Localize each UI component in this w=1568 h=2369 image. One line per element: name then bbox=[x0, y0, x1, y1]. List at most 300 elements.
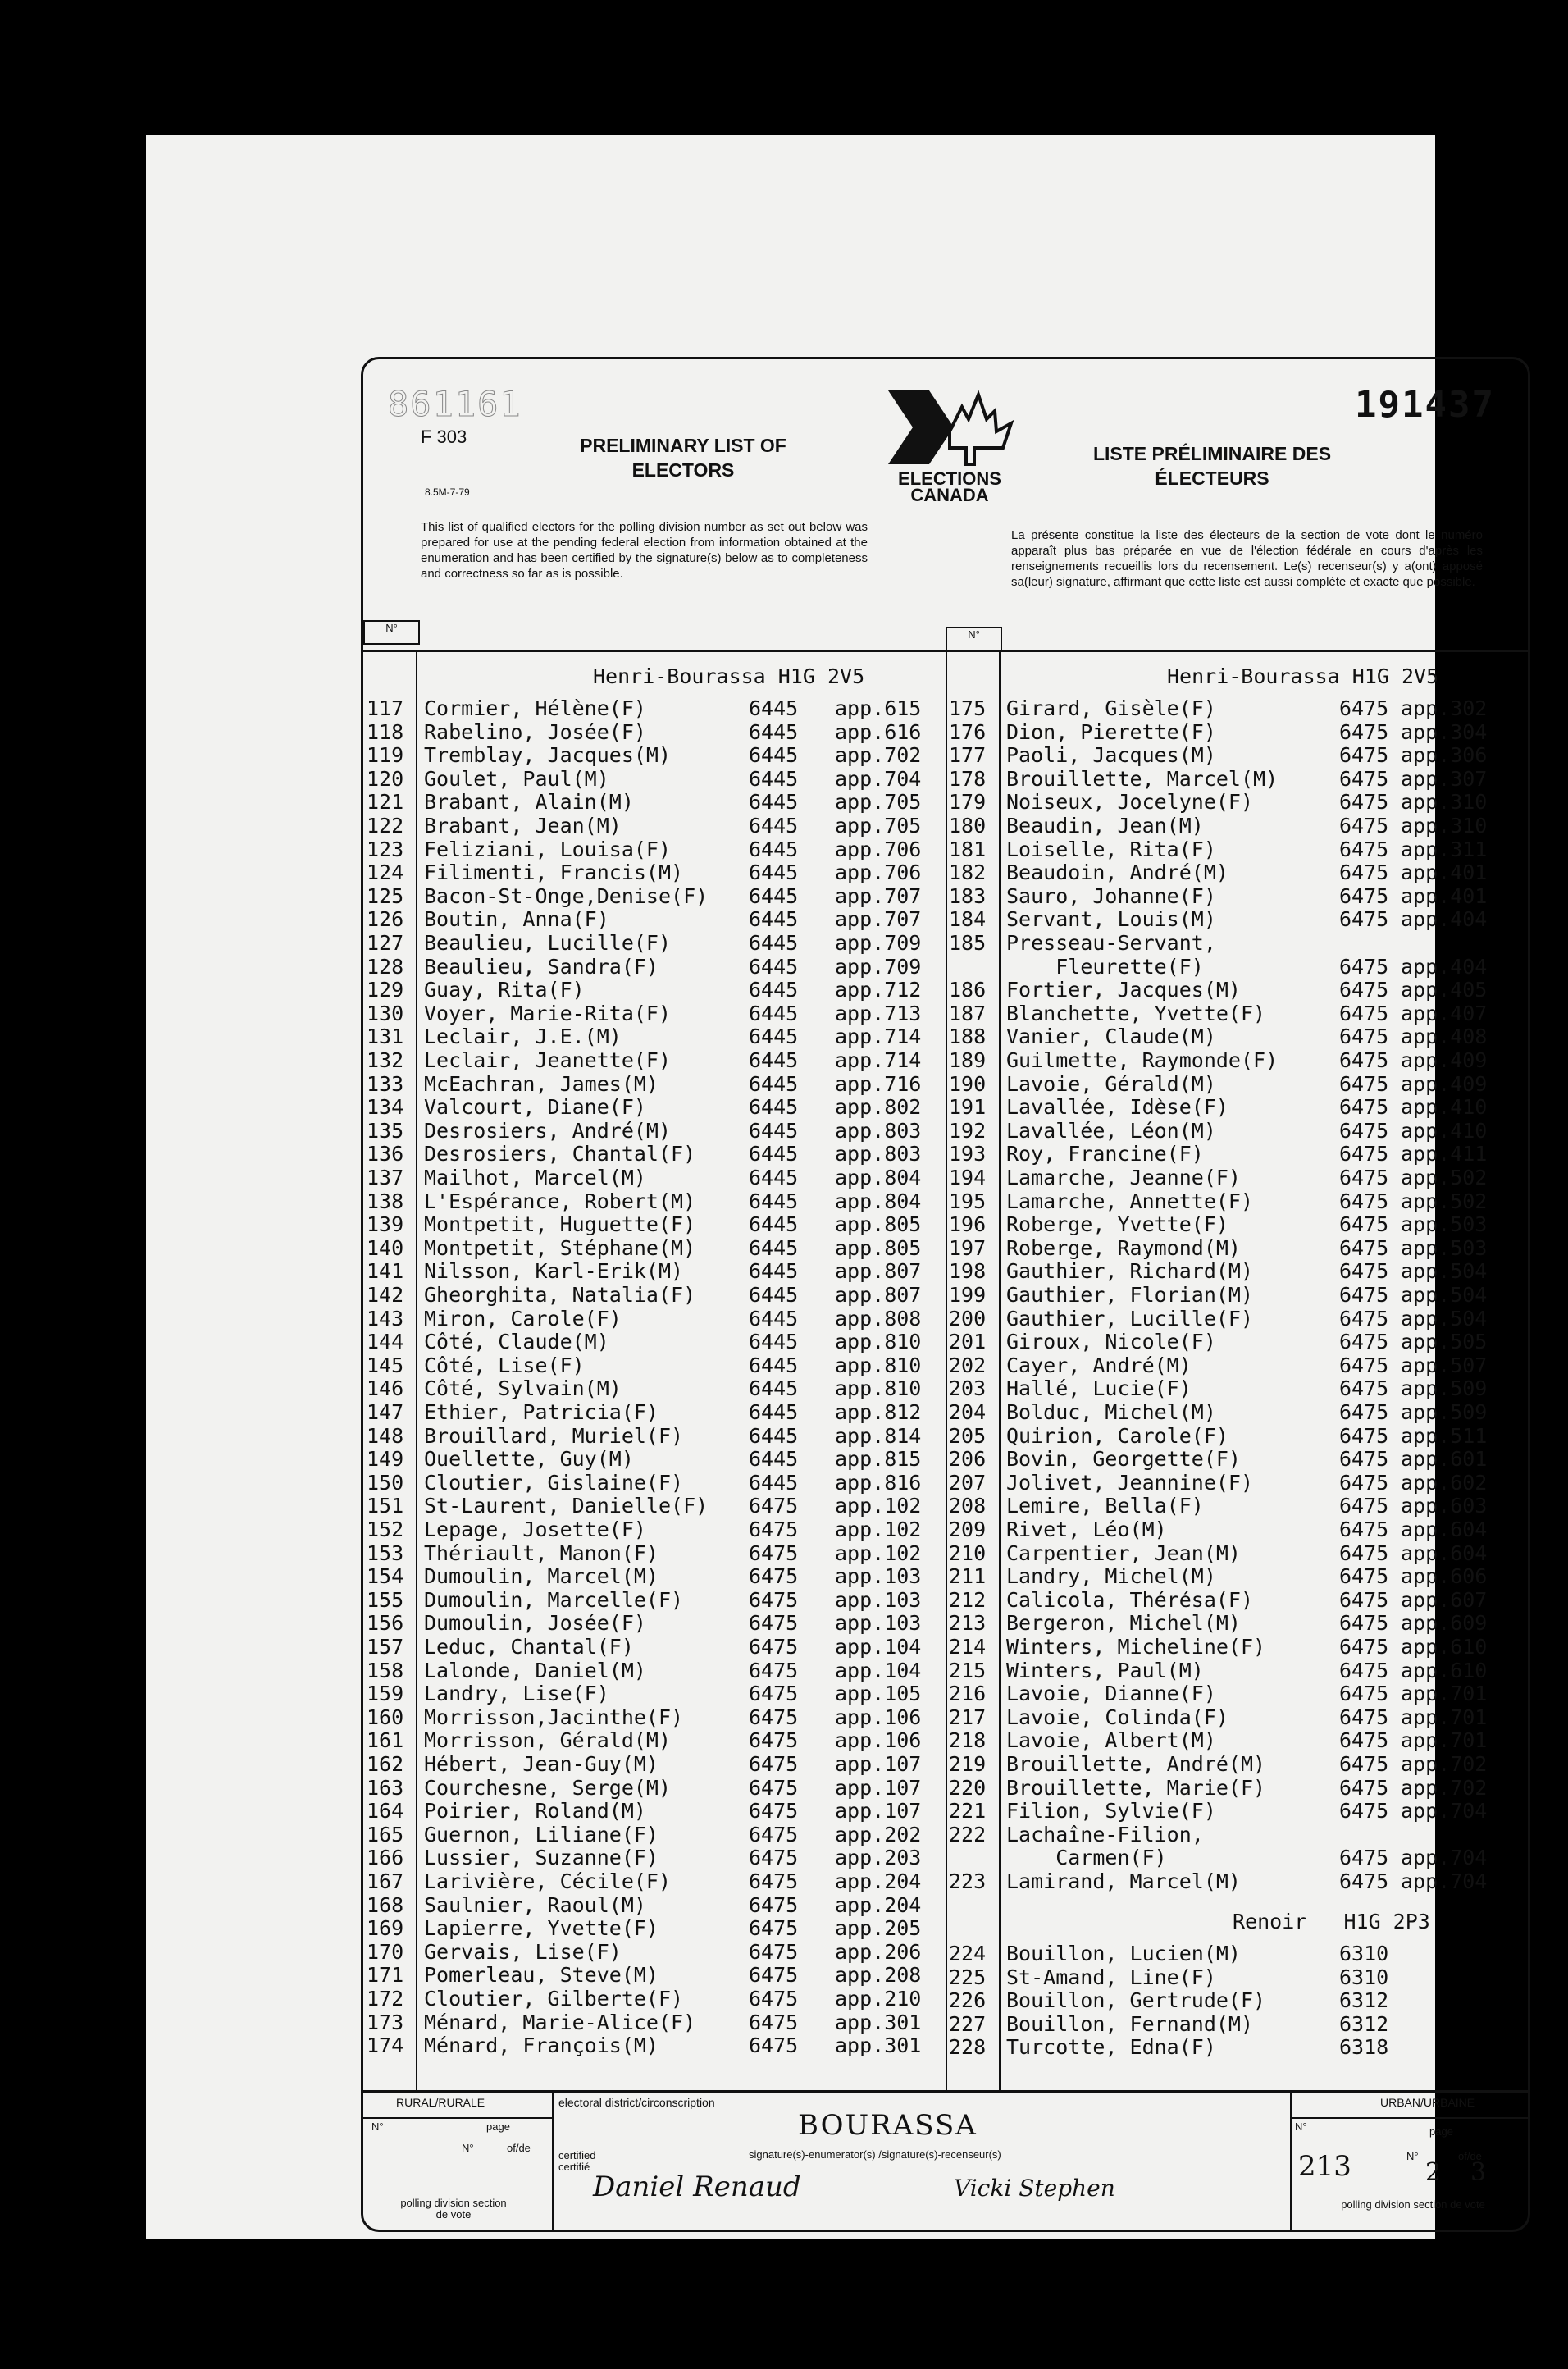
elector-street-number: 6445 bbox=[749, 1423, 799, 1448]
elector-apartment: app.106 bbox=[835, 1705, 922, 1729]
elector-apartment: app.307 bbox=[1401, 766, 1488, 791]
elector-street-number: 6475 bbox=[749, 2034, 799, 2058]
elector-number: 129 bbox=[367, 978, 404, 1002]
elector-number: 189 bbox=[949, 1048, 987, 1072]
elector-number: 123 bbox=[367, 837, 404, 861]
elector-apartment: app.407 bbox=[1401, 1001, 1488, 1025]
elector-number: 200 bbox=[949, 1306, 987, 1331]
elector-number: 119 bbox=[367, 743, 404, 768]
elector-name: Saulnier, Raoul(M) bbox=[424, 1892, 646, 1917]
elector-number: 185 bbox=[949, 931, 987, 955]
elector-apartment: app.104 bbox=[835, 1635, 922, 1659]
elector-name: Brouillette, Marcel(M) bbox=[1006, 766, 1279, 791]
elector-street-number: 6310 bbox=[1339, 1942, 1389, 1965]
elector-number: 165 bbox=[367, 1822, 404, 1846]
elector-name: St-Amand, Line(F) bbox=[1006, 1965, 1216, 1989]
elector-number: 161 bbox=[367, 1728, 404, 1753]
elector-number: 127 bbox=[367, 931, 404, 955]
elector-name: Nilsson, Karl-Erik(M) bbox=[424, 1259, 684, 1284]
elector-apartment: app.410 bbox=[1401, 1118, 1488, 1143]
urban-polling-label: polling division section de vote bbox=[1341, 2198, 1485, 2211]
elector-name: Rivet, Léo(M) bbox=[1006, 1518, 1167, 1541]
elector-street-number: 6475 bbox=[1339, 837, 1389, 861]
elector-name: Lavoie, Dianne(F) bbox=[1006, 1682, 1216, 1706]
elector-number: 138 bbox=[367, 1189, 404, 1213]
elector-name: Roberge, Yvette(F) bbox=[1006, 1212, 1228, 1237]
enumerator-signature-1: Daniel Renaud bbox=[593, 2170, 801, 2203]
elector-number: 126 bbox=[367, 907, 404, 932]
elector-street-number: 6445 bbox=[749, 978, 799, 1002]
elector-name: Beaulieu, Lucille(F) bbox=[424, 931, 672, 955]
elector-name: Ethier, Patricia(F) bbox=[424, 1400, 659, 1424]
elector-apartment: app.310 bbox=[1401, 790, 1488, 815]
elector-apartment: app.102 bbox=[835, 1541, 922, 1565]
elector-apartment: app.610 bbox=[1401, 1635, 1488, 1659]
elector-apartment: app.311 bbox=[1401, 837, 1488, 861]
elector-street-number: 6475 bbox=[1339, 1353, 1389, 1377]
electors-list bbox=[363, 655, 1528, 2090]
elector-street-number: 6475 bbox=[1339, 1025, 1389, 1049]
elector-street-number: 6475 bbox=[1339, 1470, 1389, 1495]
elector-apartment: app.306 bbox=[1401, 743, 1488, 768]
elector-number: 226 bbox=[949, 1988, 987, 2013]
elector-name: Lepage, Josette(F) bbox=[424, 1518, 646, 1541]
elector-apartment: app.706 bbox=[835, 860, 922, 885]
elector-name: Hallé, Lucie(F) bbox=[1006, 1376, 1192, 1401]
elector-number: 191 bbox=[949, 1095, 987, 1120]
elector-number: 186 bbox=[949, 978, 987, 1002]
elector-apartment: app.603 bbox=[1401, 1494, 1488, 1518]
elector-apartment: app.106 bbox=[835, 1728, 922, 1753]
elector-name: Valcourt, Diane(F) bbox=[424, 1095, 646, 1120]
elector-name: Boutin, Anna(F) bbox=[424, 907, 609, 932]
elector-street-number: 6475 bbox=[1339, 1142, 1389, 1166]
elector-name: Brouillette, Marie(F) bbox=[1006, 1775, 1266, 1800]
elector-name: Mailhot, Marcel(M) bbox=[424, 1166, 646, 1189]
elector-street-number: 6475 bbox=[1339, 743, 1389, 768]
elector-street-number: 6475 bbox=[1339, 1001, 1389, 1025]
elector-name: Winters, Paul(M) bbox=[1006, 1658, 1204, 1682]
elector-apartment: app.807 bbox=[835, 1259, 922, 1284]
elector-street-number: 6475 bbox=[1339, 1518, 1389, 1541]
elector-number: 181 bbox=[949, 837, 987, 861]
urban-page-total: 3 bbox=[1470, 2158, 1487, 2187]
elector-name: Côté, Lise(F) bbox=[424, 1353, 585, 1377]
elector-apartment: app.502 bbox=[1401, 1166, 1488, 1189]
elector-street-number: 6475 bbox=[1339, 1564, 1389, 1589]
elector-name: Fortier, Jacques(M) bbox=[1006, 978, 1241, 1002]
elector-name: Bouillon, Fernand(M) bbox=[1006, 2011, 1254, 2036]
elector-name: Filion, Sylvie(F) bbox=[1006, 1799, 1216, 1824]
elector-name: Gervais, Lise(F) bbox=[424, 1939, 622, 1964]
elector-street-number: 6475 bbox=[1339, 978, 1389, 1002]
elector-name: Lavoie, Gérald(M) bbox=[1006, 1071, 1216, 1096]
elector-number: 187 bbox=[949, 1001, 987, 1025]
elector-name: Roy, Francine(F) bbox=[1006, 1142, 1204, 1166]
elector-number: 220 bbox=[949, 1775, 987, 1800]
rural-page-label: page bbox=[486, 2120, 510, 2133]
elector-name: Lavallée, Léon(M) bbox=[1006, 1118, 1216, 1143]
elector-street-number: 6312 bbox=[1339, 1988, 1389, 2013]
elector-apartment: app.812 bbox=[835, 1400, 922, 1424]
elector-name: Feliziani, Louisa(F) bbox=[424, 837, 672, 861]
elector-name: Lussier, Suzanne(F) bbox=[424, 1846, 659, 1870]
rural-label: RURAL/RURALE bbox=[396, 2096, 485, 2109]
elector-apartment: app.206 bbox=[835, 1939, 922, 1964]
elector-number: 121 bbox=[367, 790, 404, 815]
elector-apartment: app.803 bbox=[835, 1142, 922, 1166]
elector-number: 184 bbox=[949, 907, 987, 932]
elector-name: Bergeron, Michel(M) bbox=[1006, 1611, 1241, 1636]
elector-number: 199 bbox=[949, 1283, 987, 1307]
elector-apartment: app.310 bbox=[1401, 814, 1488, 838]
elector-number: 144 bbox=[367, 1330, 404, 1354]
elector-name: Cloutier, Gilberte(F) bbox=[424, 1987, 684, 2011]
elector-apartment: app.504 bbox=[1401, 1283, 1488, 1307]
elector-number: 194 bbox=[949, 1166, 987, 1189]
elector-apartment: app.409 bbox=[1401, 1048, 1488, 1072]
elector-apartment: app.714 bbox=[835, 1025, 922, 1049]
elector-apartment: app.202 bbox=[835, 1822, 922, 1846]
elector-name: Giroux, Nicole(F) bbox=[1006, 1330, 1216, 1354]
urban-row-line bbox=[1290, 2117, 1528, 2119]
elector-apartment: app.814 bbox=[835, 1423, 922, 1448]
elector-name: Dumoulin, Josée(F) bbox=[424, 1611, 646, 1636]
elector-apartment: app.606 bbox=[1401, 1564, 1488, 1589]
elector-street-number: 6475 bbox=[749, 1541, 799, 1565]
elector-number: 215 bbox=[949, 1658, 987, 1682]
elector-apartment: app.805 bbox=[835, 1212, 922, 1237]
elector-number: 176 bbox=[949, 719, 987, 744]
elector-street-number: 6475 bbox=[749, 1752, 799, 1776]
elector-street-number: 6475 bbox=[749, 1494, 799, 1518]
elector-street-number: 6475 bbox=[1339, 1447, 1389, 1472]
elector-street-number: 6475 bbox=[1339, 1095, 1389, 1120]
elector-number: 164 bbox=[367, 1799, 404, 1824]
elector-name: Thériault, Manon(F) bbox=[424, 1541, 659, 1565]
elector-street-number: 6475 bbox=[749, 1846, 799, 1870]
elector-street-number: 6445 bbox=[749, 790, 799, 815]
elector-number: 202 bbox=[949, 1353, 987, 1377]
elector-street-number: 6475 bbox=[749, 1635, 799, 1659]
elector-apartment: app.705 bbox=[835, 814, 922, 838]
elector-number: 160 bbox=[367, 1705, 404, 1729]
urban-of-label: of/de bbox=[1458, 2150, 1482, 2162]
elector-street-number: 6445 bbox=[749, 1235, 799, 1260]
elector-name: Leclair, Jeanette(F) bbox=[424, 1048, 672, 1072]
elector-number: 157 bbox=[367, 1635, 404, 1659]
elector-apartment: app.704 bbox=[835, 766, 922, 791]
elector-name: Rabelino, Josée(F) bbox=[424, 719, 646, 744]
elector-name: Voyer, Marie-Rita(F) bbox=[424, 1001, 672, 1025]
elector-street-number: 6475 bbox=[1339, 1635, 1389, 1659]
elector-name: Beaudoin, André(M) bbox=[1006, 860, 1228, 885]
elector-name: Dumoulin, Marcel(M) bbox=[424, 1564, 659, 1589]
elector-apartment: app.302 bbox=[1401, 696, 1488, 720]
right-section-heading: Henri-Bourassa H1G 2V5 bbox=[1167, 664, 1439, 688]
elector-number: 169 bbox=[367, 1916, 404, 1941]
elector-apartment: app.505 bbox=[1401, 1330, 1488, 1354]
elector-street-number: 6445 bbox=[749, 1470, 799, 1495]
elector-number: 163 bbox=[367, 1775, 404, 1800]
elector-street-number: 6475 bbox=[749, 1963, 799, 1988]
elector-apartment: app.304 bbox=[1401, 719, 1488, 744]
intro-english: This list of qualified electors for the polling division number as set out below was prepared for use at the pending federal election from information obtained at the enumeration and has been certified by the signature(s) below as to completeness and correctness so far as is possible. bbox=[421, 520, 868, 581]
elector-apartment: app.610 bbox=[1401, 1658, 1488, 1682]
elector-apartment: app.704 bbox=[1401, 1846, 1488, 1870]
elector-name: Dumoulin, Marcelle(F) bbox=[424, 1587, 684, 1612]
elector-number: 132 bbox=[367, 1048, 404, 1072]
elector-number: 124 bbox=[367, 860, 404, 885]
elector-number: 208 bbox=[949, 1494, 987, 1518]
elector-apartment: app.616 bbox=[835, 719, 922, 744]
elector-street-number: 6445 bbox=[749, 1025, 799, 1049]
elector-name: Presseau-Servant, bbox=[1006, 931, 1216, 955]
elector-street-number: 6475 bbox=[1339, 814, 1389, 838]
elector-name: Lemire, Bella(F) bbox=[1006, 1494, 1204, 1518]
elector-apartment: app.104 bbox=[835, 1658, 922, 1682]
elector-apartment: app.401 bbox=[1401, 883, 1488, 908]
elector-apartment: app.808 bbox=[835, 1306, 922, 1331]
elector-name: McEachran, James(M) bbox=[424, 1071, 659, 1096]
serial-number: 191437 bbox=[1355, 384, 1495, 426]
elector-name: Bouillon, Lucien(M) bbox=[1006, 1942, 1241, 1965]
elector-name: Guernon, Liliane(F) bbox=[424, 1822, 659, 1846]
elector-name: Brouillette, André(M) bbox=[1006, 1752, 1266, 1776]
elector-name: Blanchette, Yvette(F) bbox=[1006, 1001, 1266, 1025]
elector-apartment: app.804 bbox=[835, 1166, 922, 1189]
elector-number: 198 bbox=[949, 1259, 987, 1284]
elector-number: 209 bbox=[949, 1518, 987, 1541]
elector-street-number: 6445 bbox=[749, 719, 799, 744]
elector-apartment: app.203 bbox=[835, 1846, 922, 1870]
elector-street-number: 6445 bbox=[749, 883, 799, 908]
elector-number: 192 bbox=[949, 1118, 987, 1143]
elector-number: 190 bbox=[949, 1071, 987, 1096]
elector-name: Lavallée, Idèse(F) bbox=[1006, 1095, 1228, 1120]
elector-name: Lamarche, Jeanne(F) bbox=[1006, 1166, 1241, 1189]
elector-number: 217 bbox=[949, 1705, 987, 1729]
elector-apartment: app.705 bbox=[835, 790, 922, 815]
elector-number: 221 bbox=[949, 1799, 987, 1824]
elector-street-number: 6475 bbox=[1339, 907, 1389, 932]
elector-apartment: app.803 bbox=[835, 1118, 922, 1143]
elector-street-number: 6475 bbox=[749, 1987, 799, 2011]
elector-apartment: app.701 bbox=[1401, 1682, 1488, 1706]
elector-apartment: app.702 bbox=[1401, 1775, 1488, 1800]
elector-name: Winters, Micheline(F) bbox=[1006, 1635, 1266, 1659]
elector-name: Loiselle, Rita(F) bbox=[1006, 837, 1216, 861]
elector-number: 125 bbox=[367, 883, 404, 908]
elector-street-number: 6475 bbox=[1339, 1071, 1389, 1096]
elector-name: Girard, Gisèle(F) bbox=[1006, 696, 1216, 720]
elector-name: St-Laurent, Danielle(F) bbox=[424, 1494, 709, 1518]
elector-number: 120 bbox=[367, 766, 404, 791]
elector-street-number: 6445 bbox=[749, 1283, 799, 1307]
district-value: BOURASSA bbox=[798, 2109, 978, 2142]
elector-name: Lalonde, Daniel(M) bbox=[424, 1658, 646, 1682]
elector-apartment: app.409 bbox=[1401, 1071, 1488, 1096]
elector-apartment: app.604 bbox=[1401, 1518, 1488, 1541]
elector-street-number: 6475 bbox=[1339, 1259, 1389, 1284]
elector-street-number: 6318 bbox=[1339, 2035, 1389, 2060]
elector-apartment: app.709 bbox=[835, 931, 922, 955]
elector-number: 131 bbox=[367, 1025, 404, 1049]
elector-apartment: app.503 bbox=[1401, 1212, 1488, 1237]
elector-number: 122 bbox=[367, 814, 404, 838]
elector-name: Lavoie, Albert(M) bbox=[1006, 1728, 1216, 1753]
elector-street-number: 6445 bbox=[749, 766, 799, 791]
elector-number: 130 bbox=[367, 1001, 404, 1025]
elector-name: Filimenti, Francis(M) bbox=[424, 860, 684, 885]
intro-french: La présente constitue la liste des électeurs de la section de vote dont le numéro apparaît plus bas préparée en vue de l'élection fédérale en cours d'après les renseignements recueillis lors du recensement. Le(s) recenseur(s) y a(ont) apposé sa(leur) signature, affirmant que cette liste est aussi complète et exacte que possible. bbox=[1011, 528, 1483, 589]
elector-apartment: app.807 bbox=[835, 1283, 922, 1307]
elector-number: 205 bbox=[949, 1423, 987, 1448]
elector-street-number: 6475 bbox=[1339, 1611, 1389, 1636]
elector-street-number: 6475 bbox=[1339, 1682, 1389, 1706]
urban-label: URBAN/URBAINE bbox=[1380, 2096, 1475, 2109]
footer-divider-left bbox=[552, 2093, 554, 2230]
elector-number: 193 bbox=[949, 1142, 987, 1166]
elector-street-number: 6475 bbox=[1339, 1705, 1389, 1729]
elector-name: Sauro, Johanne(F) bbox=[1006, 883, 1216, 908]
elector-number: 149 bbox=[367, 1447, 404, 1472]
elector-street-number: 6475 bbox=[1339, 1376, 1389, 1401]
elector-apartment: app.105 bbox=[835, 1682, 922, 1706]
elector-street-number: 6445 bbox=[749, 954, 799, 979]
elector-street-number: 6445 bbox=[749, 1048, 799, 1072]
elector-street-number: 6475 bbox=[1339, 1118, 1389, 1143]
elector-number: 134 bbox=[367, 1095, 404, 1120]
elector-name: Montpetit, Stéphane(M) bbox=[424, 1235, 696, 1260]
elector-number: 227 bbox=[949, 2011, 987, 2036]
elector-street-number: 6445 bbox=[749, 1189, 799, 1213]
elector-number: 158 bbox=[367, 1658, 404, 1682]
title-english: PRELIMINARY LIST OF ELECTORS bbox=[580, 435, 786, 481]
elector-name: Guay, Rita(F) bbox=[424, 978, 585, 1002]
elector-number: 212 bbox=[949, 1587, 987, 1612]
elector-name: Ménard, Marie-Alice(F) bbox=[424, 2010, 696, 2034]
elector-apartment: app.702 bbox=[835, 743, 922, 768]
no-label-left: N° bbox=[363, 620, 420, 645]
elector-street-number: 6445 bbox=[749, 1306, 799, 1331]
elector-street-number: 6475 bbox=[749, 1869, 799, 1893]
elector-apartment: app.716 bbox=[835, 1071, 922, 1096]
elector-number: 136 bbox=[367, 1142, 404, 1166]
elector-apartment: app.405 bbox=[1401, 978, 1488, 1002]
elector-apartment: app.810 bbox=[835, 1330, 922, 1354]
certified-label: certified certifié bbox=[558, 2149, 596, 2173]
elector-number: 203 bbox=[949, 1376, 987, 1401]
elector-apartment: app.706 bbox=[835, 837, 922, 861]
elector-number: 224 bbox=[949, 1942, 987, 1965]
elector-name: Desrosiers, André(M) bbox=[424, 1118, 672, 1143]
elector-apartment: app.102 bbox=[835, 1494, 922, 1518]
elector-number: 173 bbox=[367, 2010, 404, 2034]
elector-street-number: 6475 bbox=[749, 1611, 799, 1636]
elector-number: 148 bbox=[367, 1423, 404, 1448]
elector-name: Landry, Michel(M) bbox=[1006, 1564, 1216, 1589]
elector-apartment: app.701 bbox=[1401, 1728, 1488, 1753]
elector-name: L'Espérance, Robert(M) bbox=[424, 1189, 696, 1213]
elector-apartment: app.208 bbox=[835, 1963, 922, 1988]
elector-street-number: 6475 bbox=[749, 1799, 799, 1824]
elector-apartment: app.107 bbox=[835, 1775, 922, 1800]
elector-number: 183 bbox=[949, 883, 987, 908]
elector-number: 117 bbox=[367, 696, 404, 720]
elector-street-number: 6475 bbox=[749, 1658, 799, 1682]
elector-number: 211 bbox=[949, 1564, 987, 1589]
renoir-section-heading: Renoir H1G 2P3 bbox=[1233, 1910, 1430, 1933]
urban-page-no-label: N° bbox=[1406, 2150, 1419, 2162]
title-french: LISTE PRÉLIMINAIRE DES ÉLECTEURS bbox=[1092, 443, 1332, 489]
elector-name: Bovin, Georgette(F) bbox=[1006, 1447, 1241, 1472]
elector-number: 207 bbox=[949, 1470, 987, 1495]
signature-label: signature(s)-enumerator(s) /signature(s)-recenseur(s) bbox=[749, 2148, 1001, 2161]
elector-name: Dion, Pierette(F) bbox=[1006, 719, 1216, 744]
elector-apartment: app.815 bbox=[835, 1447, 922, 1472]
elector-name: Cormier, Hélène(F) bbox=[424, 696, 646, 720]
elector-apartment: app.404 bbox=[1401, 907, 1488, 932]
elector-apartment: app.802 bbox=[835, 1095, 922, 1120]
elector-name: Tremblay, Jacques(M) bbox=[424, 743, 672, 768]
elector-street-number: 6475 bbox=[1339, 954, 1389, 979]
elector-street-number: 6475 bbox=[1339, 1330, 1389, 1354]
elector-street-number: 6445 bbox=[749, 1447, 799, 1472]
elector-street-number: 6475 bbox=[749, 1564, 799, 1589]
elector-name: Servant, Louis(M) bbox=[1006, 907, 1216, 932]
elector-name: Miron, Carole(F) bbox=[424, 1306, 622, 1331]
elector-apartment: app.210 bbox=[835, 1987, 922, 2011]
elector-name: Lapierre, Yvette(F) bbox=[424, 1916, 659, 1941]
elector-name: Cloutier, Gislaine(F) bbox=[424, 1470, 684, 1495]
elector-street-number: 6445 bbox=[749, 1400, 799, 1424]
elector-street-number: 6475 bbox=[1339, 719, 1389, 744]
district-label: electoral district/circonscription bbox=[558, 2096, 715, 2109]
elector-name: Carpentier, Jean(M) bbox=[1006, 1541, 1241, 1565]
elector-street-number: 6475 bbox=[1339, 1166, 1389, 1189]
elector-number: 153 bbox=[367, 1541, 404, 1565]
elector-name: Guilmette, Raymonde(F) bbox=[1006, 1048, 1279, 1072]
elector-name: Calicola, Thérésa(F) bbox=[1006, 1587, 1254, 1612]
elector-name: Hébert, Jean-Guy(M) bbox=[424, 1752, 659, 1776]
form-footer bbox=[363, 2090, 1528, 2230]
elector-name: Gauthier, Florian(M) bbox=[1006, 1283, 1254, 1307]
elector-name: Montpetit, Huguette(F) bbox=[424, 1212, 696, 1237]
elector-street-number: 6445 bbox=[749, 1353, 799, 1377]
elector-apartment: app.102 bbox=[835, 1518, 922, 1541]
elector-street-number: 6475 bbox=[1339, 860, 1389, 885]
elector-street-number: 6475 bbox=[1339, 1423, 1389, 1448]
elector-name: Larivière, Cécile(F) bbox=[424, 1869, 672, 1893]
stamped-number: 861161 bbox=[388, 384, 522, 424]
elector-street-number: 6475 bbox=[749, 1518, 799, 1541]
logo-text: ELECTIONS CANADA bbox=[898, 468, 1001, 505]
elector-number: 168 bbox=[367, 1892, 404, 1917]
urban-polling-division-number: 213 bbox=[1298, 2150, 1351, 2183]
document-sheet bbox=[146, 135, 1495, 2239]
elector-name: Courchesne, Serge(M) bbox=[424, 1775, 672, 1800]
elector-street-number: 6475 bbox=[1339, 766, 1389, 791]
elector-street-number: 6475 bbox=[749, 1939, 799, 1964]
elector-street-number: 6445 bbox=[749, 931, 799, 955]
elector-number: 143 bbox=[367, 1306, 404, 1331]
elector-street-number: 6475 bbox=[1339, 1658, 1389, 1682]
elector-street-number: 6475 bbox=[1339, 1189, 1389, 1213]
elector-number: 177 bbox=[949, 743, 987, 768]
elector-name: Brouillard, Muriel(F) bbox=[424, 1423, 684, 1448]
elector-apartment: app.810 bbox=[835, 1376, 922, 1401]
